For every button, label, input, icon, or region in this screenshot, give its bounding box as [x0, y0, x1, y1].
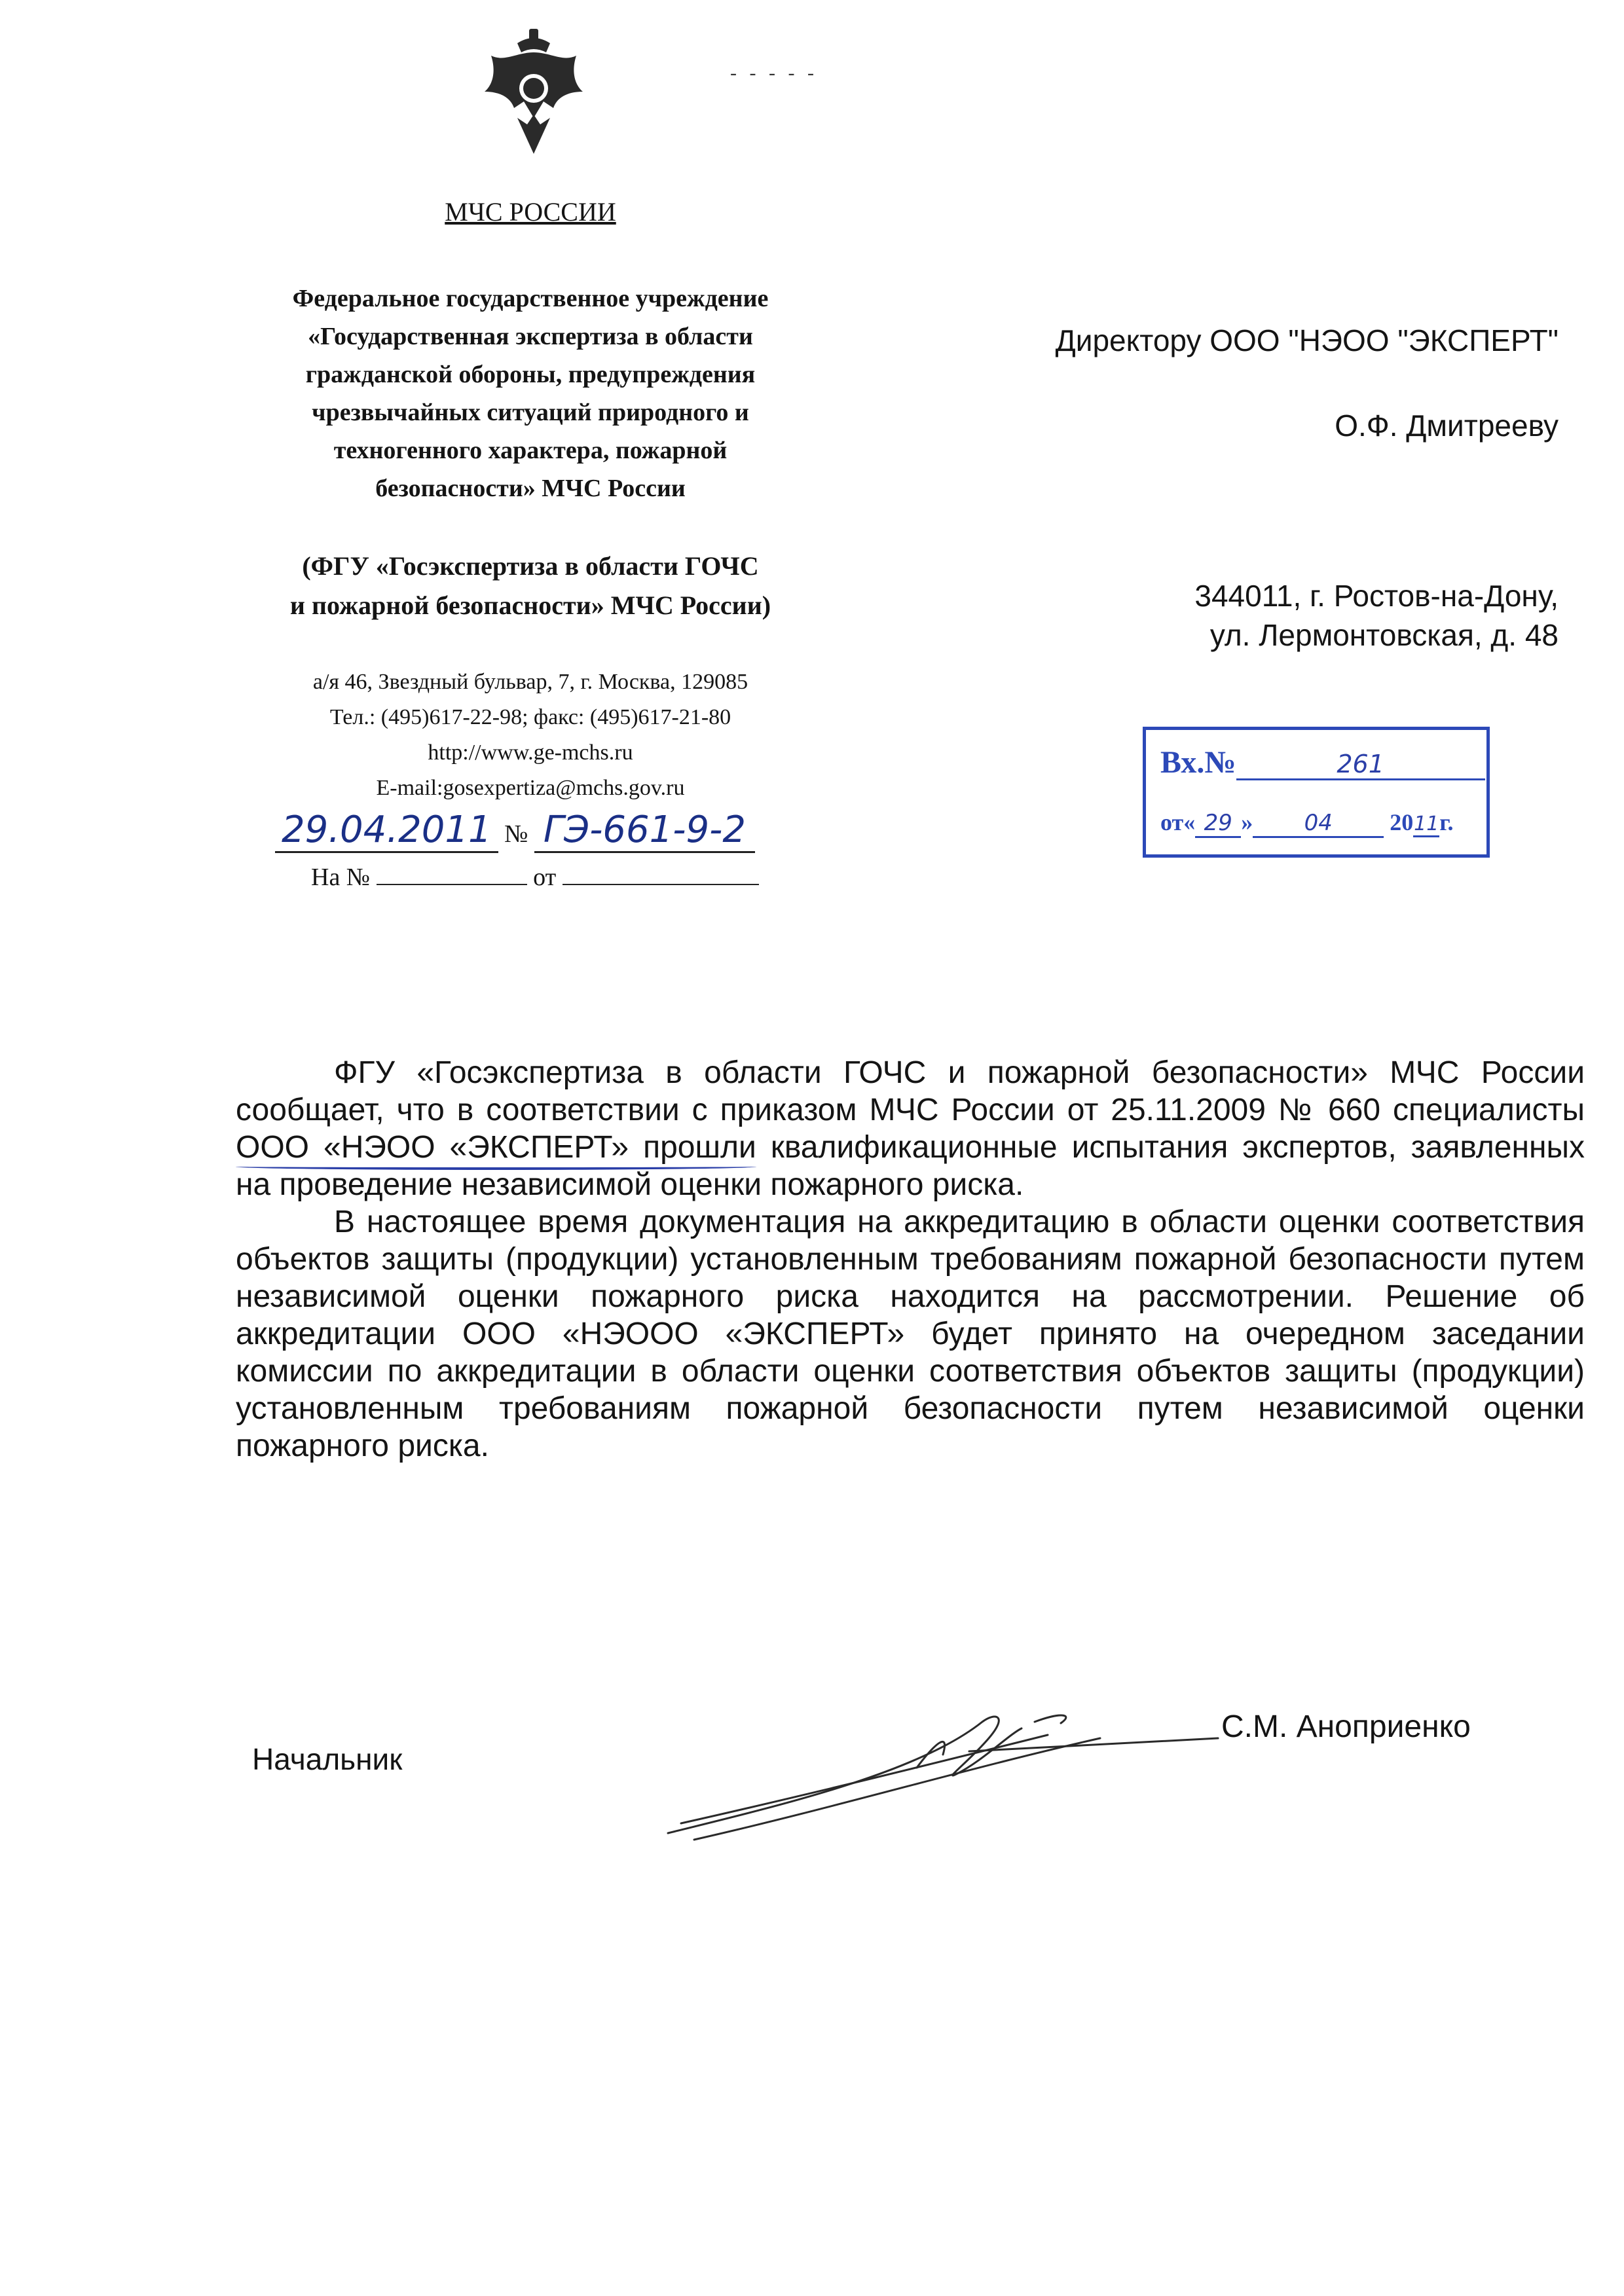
outgoing-number-label: №	[504, 820, 528, 848]
stamp-from-label: от	[1160, 809, 1184, 835]
body-paragraph-1-part-a: ФГУ «Госэкспертиза в области ГОЧС и пожарной безопасности» МЧС России сообщает, что в соответствии с приказом МЧС России от 25.11.2009 № 660 специалисты	[236, 1055, 1585, 1127]
incoming-stamp	[1143, 727, 1490, 858]
org-short-line: (ФГУ «Госэкспертиза в области ГОЧС	[302, 551, 759, 581]
stamp-in-label: Вх.№	[1160, 745, 1236, 780]
ministry-name: МЧС РОССИИ	[445, 197, 616, 227]
sender-website: http://www.ge-mchs.ru	[428, 740, 633, 765]
org-name-line: безопасности» МЧС России	[375, 475, 686, 502]
stamp-month: 04	[1253, 810, 1384, 838]
stamp-number-row	[1160, 744, 1485, 780]
org-short-name	[183, 547, 877, 625]
sender-block	[183, 196, 877, 806]
top-marks: - - - - -	[730, 62, 818, 84]
stamp-year-prefix: 20	[1390, 809, 1414, 835]
org-name-line: Федеральное государственное учреждение	[292, 285, 769, 312]
reply-reference	[311, 863, 759, 892]
reply-number-label: На №	[311, 864, 371, 891]
stamp-day: 29	[1195, 810, 1241, 838]
org-name-line: техногенного характера, пожарной	[333, 437, 728, 464]
org-name-line: «Государственная экспертиза в области	[308, 323, 753, 350]
reply-number-blank	[377, 866, 527, 885]
stamp-year-end: г.	[1439, 809, 1454, 835]
addressee-block	[1056, 321, 1559, 655]
addressee-address-line: 344011, г. Ростов-на-Дону,	[1194, 579, 1559, 613]
outgoing-date: 29.04.2011	[275, 809, 498, 853]
addressee-title: Директору ООО "НЭОО "ЭКСПЕРТ"	[1055, 323, 1559, 357]
org-short-line: и пожарной безопасности» МЧС России)	[289, 591, 771, 620]
sender-phone: Тел.: (495)617-22-98; факс: (495)617-21-80	[329, 705, 731, 729]
body-paragraph-2: В настоящее время документация на аккредитацию в области оценки соответствия объектов защиты (продукции) установленным требованиям пожарной безопасности путем независимой оценки пожарного риска находится на рассмотрении. Решение об аккредитации ООО «НЭООО «ЭКСПЕРТ» будет принято на очередном заседании комиссии по аккредитации в области оценки соответствия объектов защиты (продукции) установленным требованиям пожарной безопасности путем независимой оценки пожарного риска.	[236, 1205, 1585, 1463]
handwritten-signature	[642, 1676, 1244, 1846]
reply-date-blank	[563, 866, 759, 885]
signatory-title: Начальник	[252, 1742, 403, 1776]
outgoing-registration	[275, 809, 755, 853]
addressee-name: О.Ф. Дмитрееву	[1335, 409, 1559, 443]
org-name-line: гражданской обороны, предупреждения	[305, 361, 756, 388]
stamp-year-suffix: 11	[1413, 812, 1439, 837]
body-paragraph-1-underlined: ООО «НЭОО «ЭКСПЕРТ» прошли	[236, 1130, 756, 1165]
sender-email: E-mail:gosexpertiza@mchs.gov.ru	[376, 776, 685, 800]
reply-from-label: от	[533, 864, 557, 891]
stamp-in-number: 261	[1236, 750, 1485, 780]
body-paragraph	[236, 1054, 1585, 1203]
stamp-date-row: от« 29 » 04 2011г.	[1160, 809, 1454, 838]
org-name-line: чрезвычайных ситуаций природного и	[312, 399, 749, 426]
addressee-address-line: ул. Лермонтовская, д. 48	[1209, 618, 1559, 652]
sender-contacts	[183, 665, 877, 806]
letter-body	[236, 1054, 1585, 1465]
double-headed-eagle-emblem-icon	[478, 26, 589, 157]
body-paragraph-1-part-b: квалификационные испытания экспертов, заявленных на проведение независимой оценки пожарного риска.	[236, 1130, 1585, 1202]
signatory-name: С.М. Аноприенко	[1221, 1709, 1471, 1744]
sender-address: а/я 46, Звездный бульвар, 7, г. Москва, 129085	[312, 670, 748, 694]
outgoing-number: ГЭ-661-9-2	[534, 809, 755, 853]
